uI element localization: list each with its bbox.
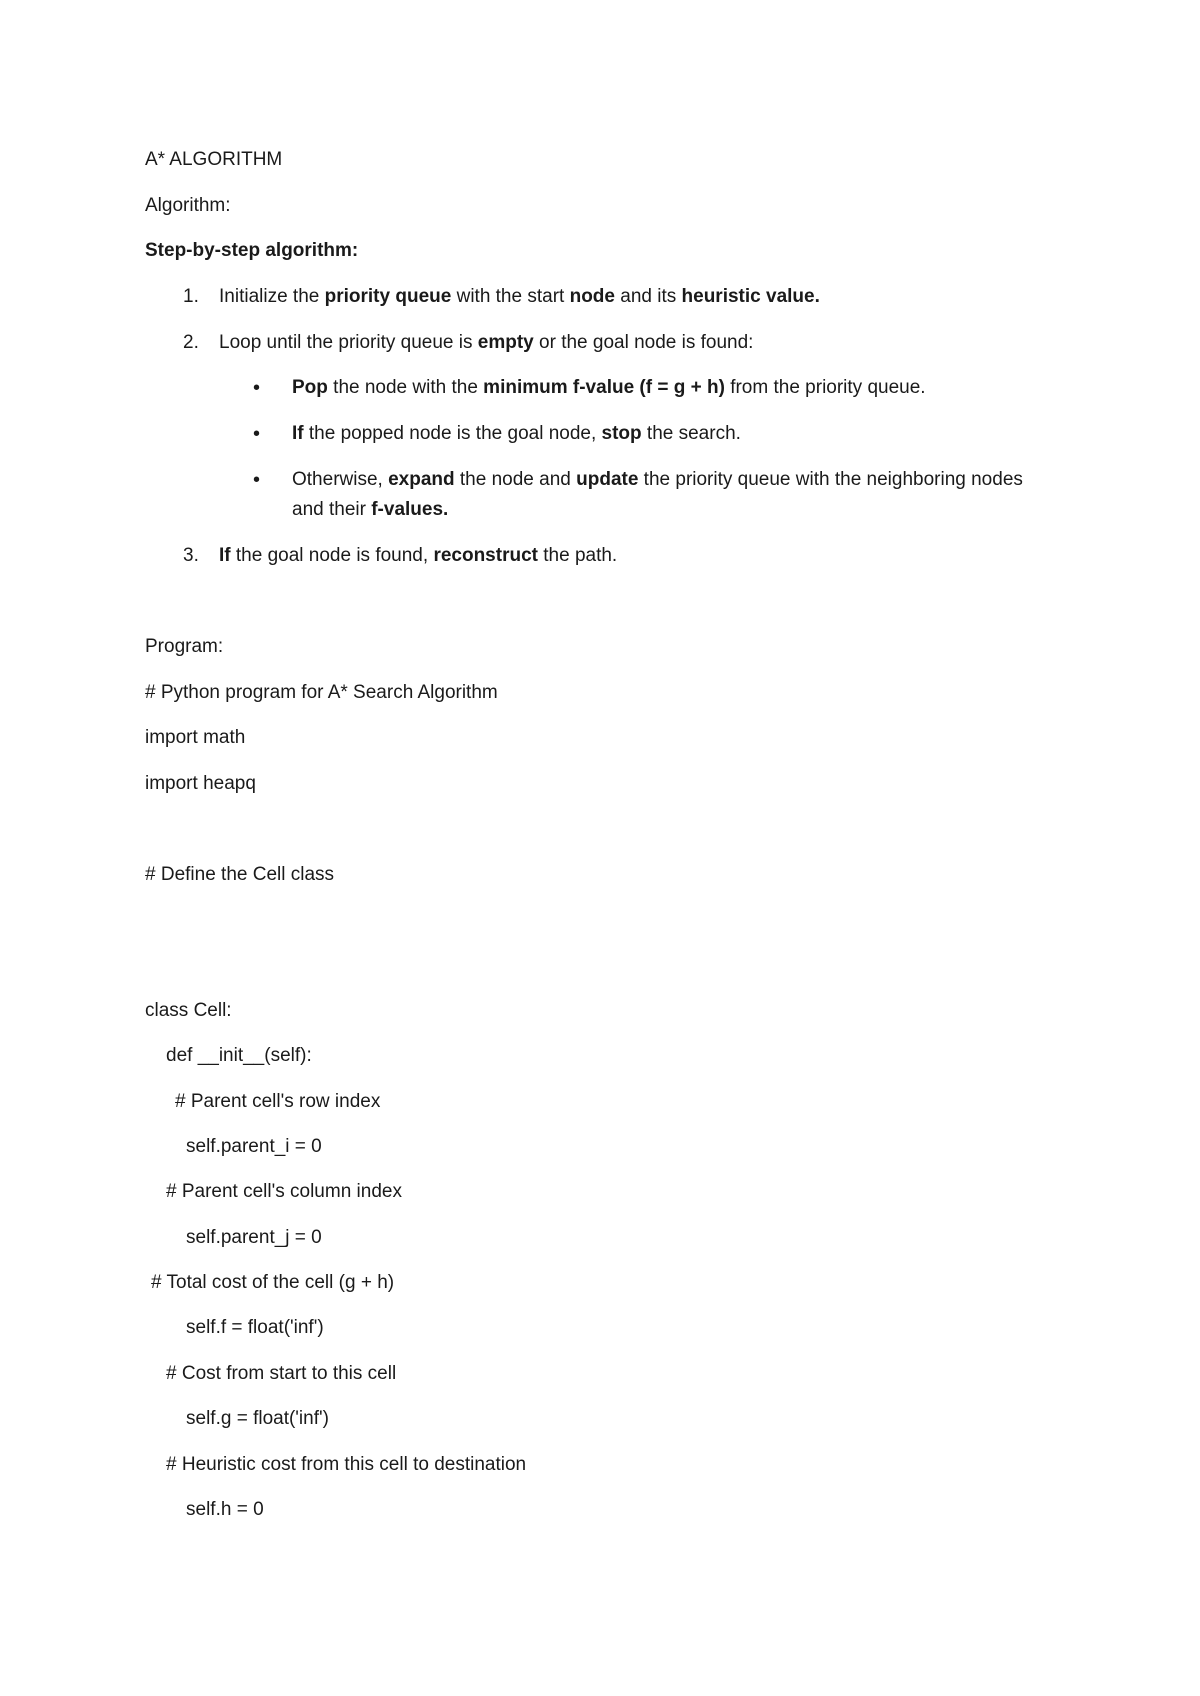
code-self-f: self.f = float('inf') <box>186 1317 324 1338</box>
step-1-number: 1. <box>183 286 199 307</box>
code-parent-i: self.parent_i = 0 <box>186 1136 322 1157</box>
code-parent-j: self.parent_j = 0 <box>186 1227 322 1248</box>
code-def-line: def __init__(self): <box>166 1045 312 1066</box>
step-3-number: 3. <box>183 545 199 566</box>
code-import-math: import math <box>145 727 246 748</box>
code-self-h: self.h = 0 <box>186 1499 264 1520</box>
code-comment-title: # Python program for A* Search Algorithm <box>145 682 498 703</box>
algorithm-label: Algorithm: <box>145 195 231 216</box>
step-3-text: If the goal node is found, reconstruct the path. <box>219 545 618 566</box>
steps-heading: Step-by-step algorithm: <box>145 240 359 261</box>
program-label: Program: <box>145 636 224 657</box>
bullet-icon: • <box>253 377 261 399</box>
code-comment-total: # Total cost of the cell (g + h) <box>151 1272 395 1293</box>
code-class-line: class Cell: <box>145 1000 232 1021</box>
code-comment-parent-row: # Parent cell's row index <box>175 1091 381 1112</box>
code-comment-parent-col: # Parent cell's column index <box>166 1181 402 1202</box>
code-self-g: self.g = float('inf') <box>186 1408 329 1429</box>
step-1-text: Initialize the priority queue with the start node and its heuristic value. <box>219 286 820 307</box>
doc-title: A* ALGORITHM <box>145 149 283 170</box>
code-import-heapq: import heapq <box>145 773 256 794</box>
bullet-icon: • <box>253 423 261 445</box>
code-comment-cost-start: # Cost from start to this cell <box>166 1363 397 1384</box>
code-comment-define: # Define the Cell class <box>145 864 335 885</box>
step-2-number: 2. <box>183 332 199 353</box>
bullet-2-text: If the popped node is the goal node, stop the search. <box>292 423 741 444</box>
code-comment-heuristic: # Heuristic cost from this cell to destination <box>166 1454 527 1475</box>
bullet-icon: • <box>253 469 261 491</box>
step-2-text: Loop until the priority queue is empty or the goal node is found: <box>219 332 754 353</box>
bullet-3-text: Otherwise, expand the node and update the priority queue with the neighboring nodes and their f-values. <box>292 469 1023 520</box>
bullet-1-text: Pop the node with the minimum f-value (f = g + h) from the priority queue. <box>292 377 926 398</box>
